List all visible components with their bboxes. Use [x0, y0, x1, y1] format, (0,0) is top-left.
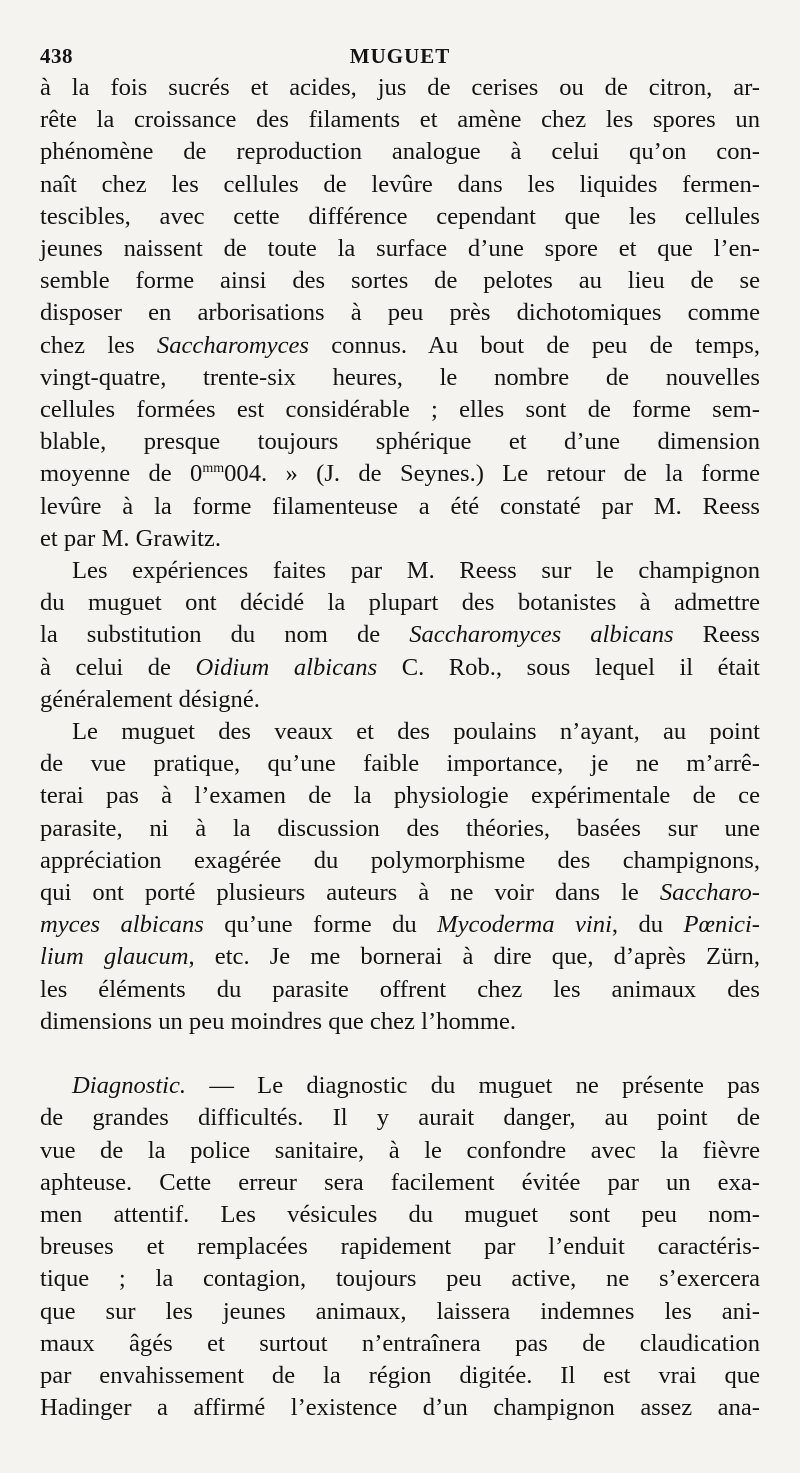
text-run: , etc. Je me bornerai à dire que, d’après Zürn, [188, 943, 761, 971]
unit-superscript: mm [202, 461, 225, 477]
text-line [40, 330, 760, 362]
text-run: chez les [40, 331, 157, 359]
section-heading: Diagnostic. [72, 1072, 187, 1100]
text-line: de grandes difficultés. Il y aurait danger, au point de [40, 1104, 760, 1132]
text-line: semble forme ainsi des sortes de pelotes au lieu de se [40, 267, 760, 295]
text-line: rête la croissance des filaments et amène chez les spores un [40, 106, 760, 134]
italic-term: Mycoderma vini [437, 911, 612, 939]
text-line: phénomène de reproduction analogue à celui qu’on con- [40, 138, 760, 166]
running-title: MUGUET [349, 44, 451, 68]
text-line: maux âgés et surtout n’entraînera pas de claudication [40, 1329, 760, 1357]
text-line [40, 941, 760, 973]
section-gap [40, 1038, 760, 1070]
italic-term: Saccharomyces [156, 331, 309, 359]
text-line: dimensions un peu moindres que chez l’homme. [40, 1007, 517, 1035]
paragraph-diagnostic [40, 1070, 760, 1424]
italic-term: Saccharo- [659, 879, 760, 907]
text-run: , du [611, 911, 684, 939]
text-line: levûre à la forme filamenteuse a été constaté par M. Reess [40, 492, 760, 520]
text-run: moyenne de 0 [40, 460, 203, 488]
text-line [40, 458, 760, 490]
text-run: C. Rob., sous lequel il était [377, 653, 761, 681]
text-line: par envahissement de la région digitée. Il est vrai que [40, 1361, 760, 1389]
text-line: disposer en arborisations à peu près dichotomiques comme [40, 299, 760, 327]
text-line: Hadinger a affirmé l’existence d’un champignon assez ana- [40, 1394, 760, 1422]
text-run: à celui de [40, 653, 196, 681]
text-line [40, 1070, 760, 1102]
text-line: men attentif. Les vésicules du muguet sont peu nom- [40, 1200, 760, 1228]
paragraph-3 [40, 716, 760, 1038]
text-line: tique ; la contagion, toujours peu active, ne s’exercera [40, 1265, 760, 1293]
text-line: naît chez les cellules de levûre dans les liquides fermen- [40, 170, 760, 198]
text-line: de vue pratique, qu’une faible importance, je ne m’arrê- [40, 750, 760, 778]
page-header [40, 38, 760, 72]
text-line: parasite, ni à la discussion des théories, basées sur une [40, 814, 760, 842]
text-line [40, 877, 760, 909]
text-line: vue de la police sanitaire, à le confondre avec la fièvre [40, 1136, 760, 1164]
text-line: à la fois sucrés et acides, jus de cerises ou de citron, ar- [40, 74, 760, 101]
text-line: terai pas à l’examen de la physiologie expérimentale de ce [40, 782, 760, 810]
text-run: qu’une forme du [203, 911, 438, 939]
text-line: tescibles, avec cette différence cependant que les cellules [40, 202, 760, 230]
text-run: Reess [673, 621, 761, 649]
text-line: généralement désigné. [40, 685, 260, 713]
text-run: la substitution du nom de [40, 621, 410, 649]
page-number: 438 [40, 44, 73, 68]
text-line: les éléments du parasite offrent chez les animaux des [40, 975, 760, 1003]
text-line [40, 909, 760, 941]
italic-term: Pœnici- [683, 911, 760, 939]
text-line: breuses et remplacées rapidement par l’enduit caractéris- [40, 1233, 760, 1261]
text-run: — Le diagnostic du muguet ne présente pas [186, 1072, 760, 1100]
text-line: que sur les jeunes animaux, laissera indemnes les ani- [40, 1297, 760, 1325]
text-run: 004. » (J. de Seynes.) Le retour de la forme [224, 460, 760, 488]
text-line: appréciation exagérée du polymorphisme des champignons, [40, 846, 760, 874]
text-line [40, 652, 760, 684]
text-line [40, 619, 760, 651]
text-run: connus. Au bout de peu de temps, [308, 331, 760, 359]
text-line: Le muguet des veaux et des poulains n’ayant, au point [72, 718, 760, 746]
text-line: aphteuse. Cette erreur sera facilement évitée par un exa- [40, 1168, 760, 1196]
text-line: et par M. Grawitz. [40, 524, 221, 552]
italic-term: myces albicans [40, 911, 204, 939]
paragraph-1 [40, 72, 760, 555]
text-run: qui ont porté plusieurs auteurs à ne voir dans le [40, 879, 660, 907]
italic-term: Saccharomyces albicans [409, 621, 674, 649]
paragraph-2 [40, 555, 760, 716]
text-line: vingt-quatre, trente-six heures, le nombre de nouvelles [40, 363, 760, 391]
text-line: blable, presque toujours sphérique et d’une dimension [40, 428, 760, 456]
text-line: cellules formées est considérable ; elles sont de forme sem- [40, 396, 760, 424]
italic-term: Oidium albicans [195, 653, 378, 681]
text-line: du muguet ont décidé la plupart des botanistes à admettre [40, 589, 760, 617]
italic-term: lium glaucum [40, 943, 189, 971]
text-line: jeunes naissent de toute la surface d’une spore et que l’en- [40, 235, 760, 263]
text-line: Les expériences faites par M. Reess sur le champignon [72, 557, 760, 585]
